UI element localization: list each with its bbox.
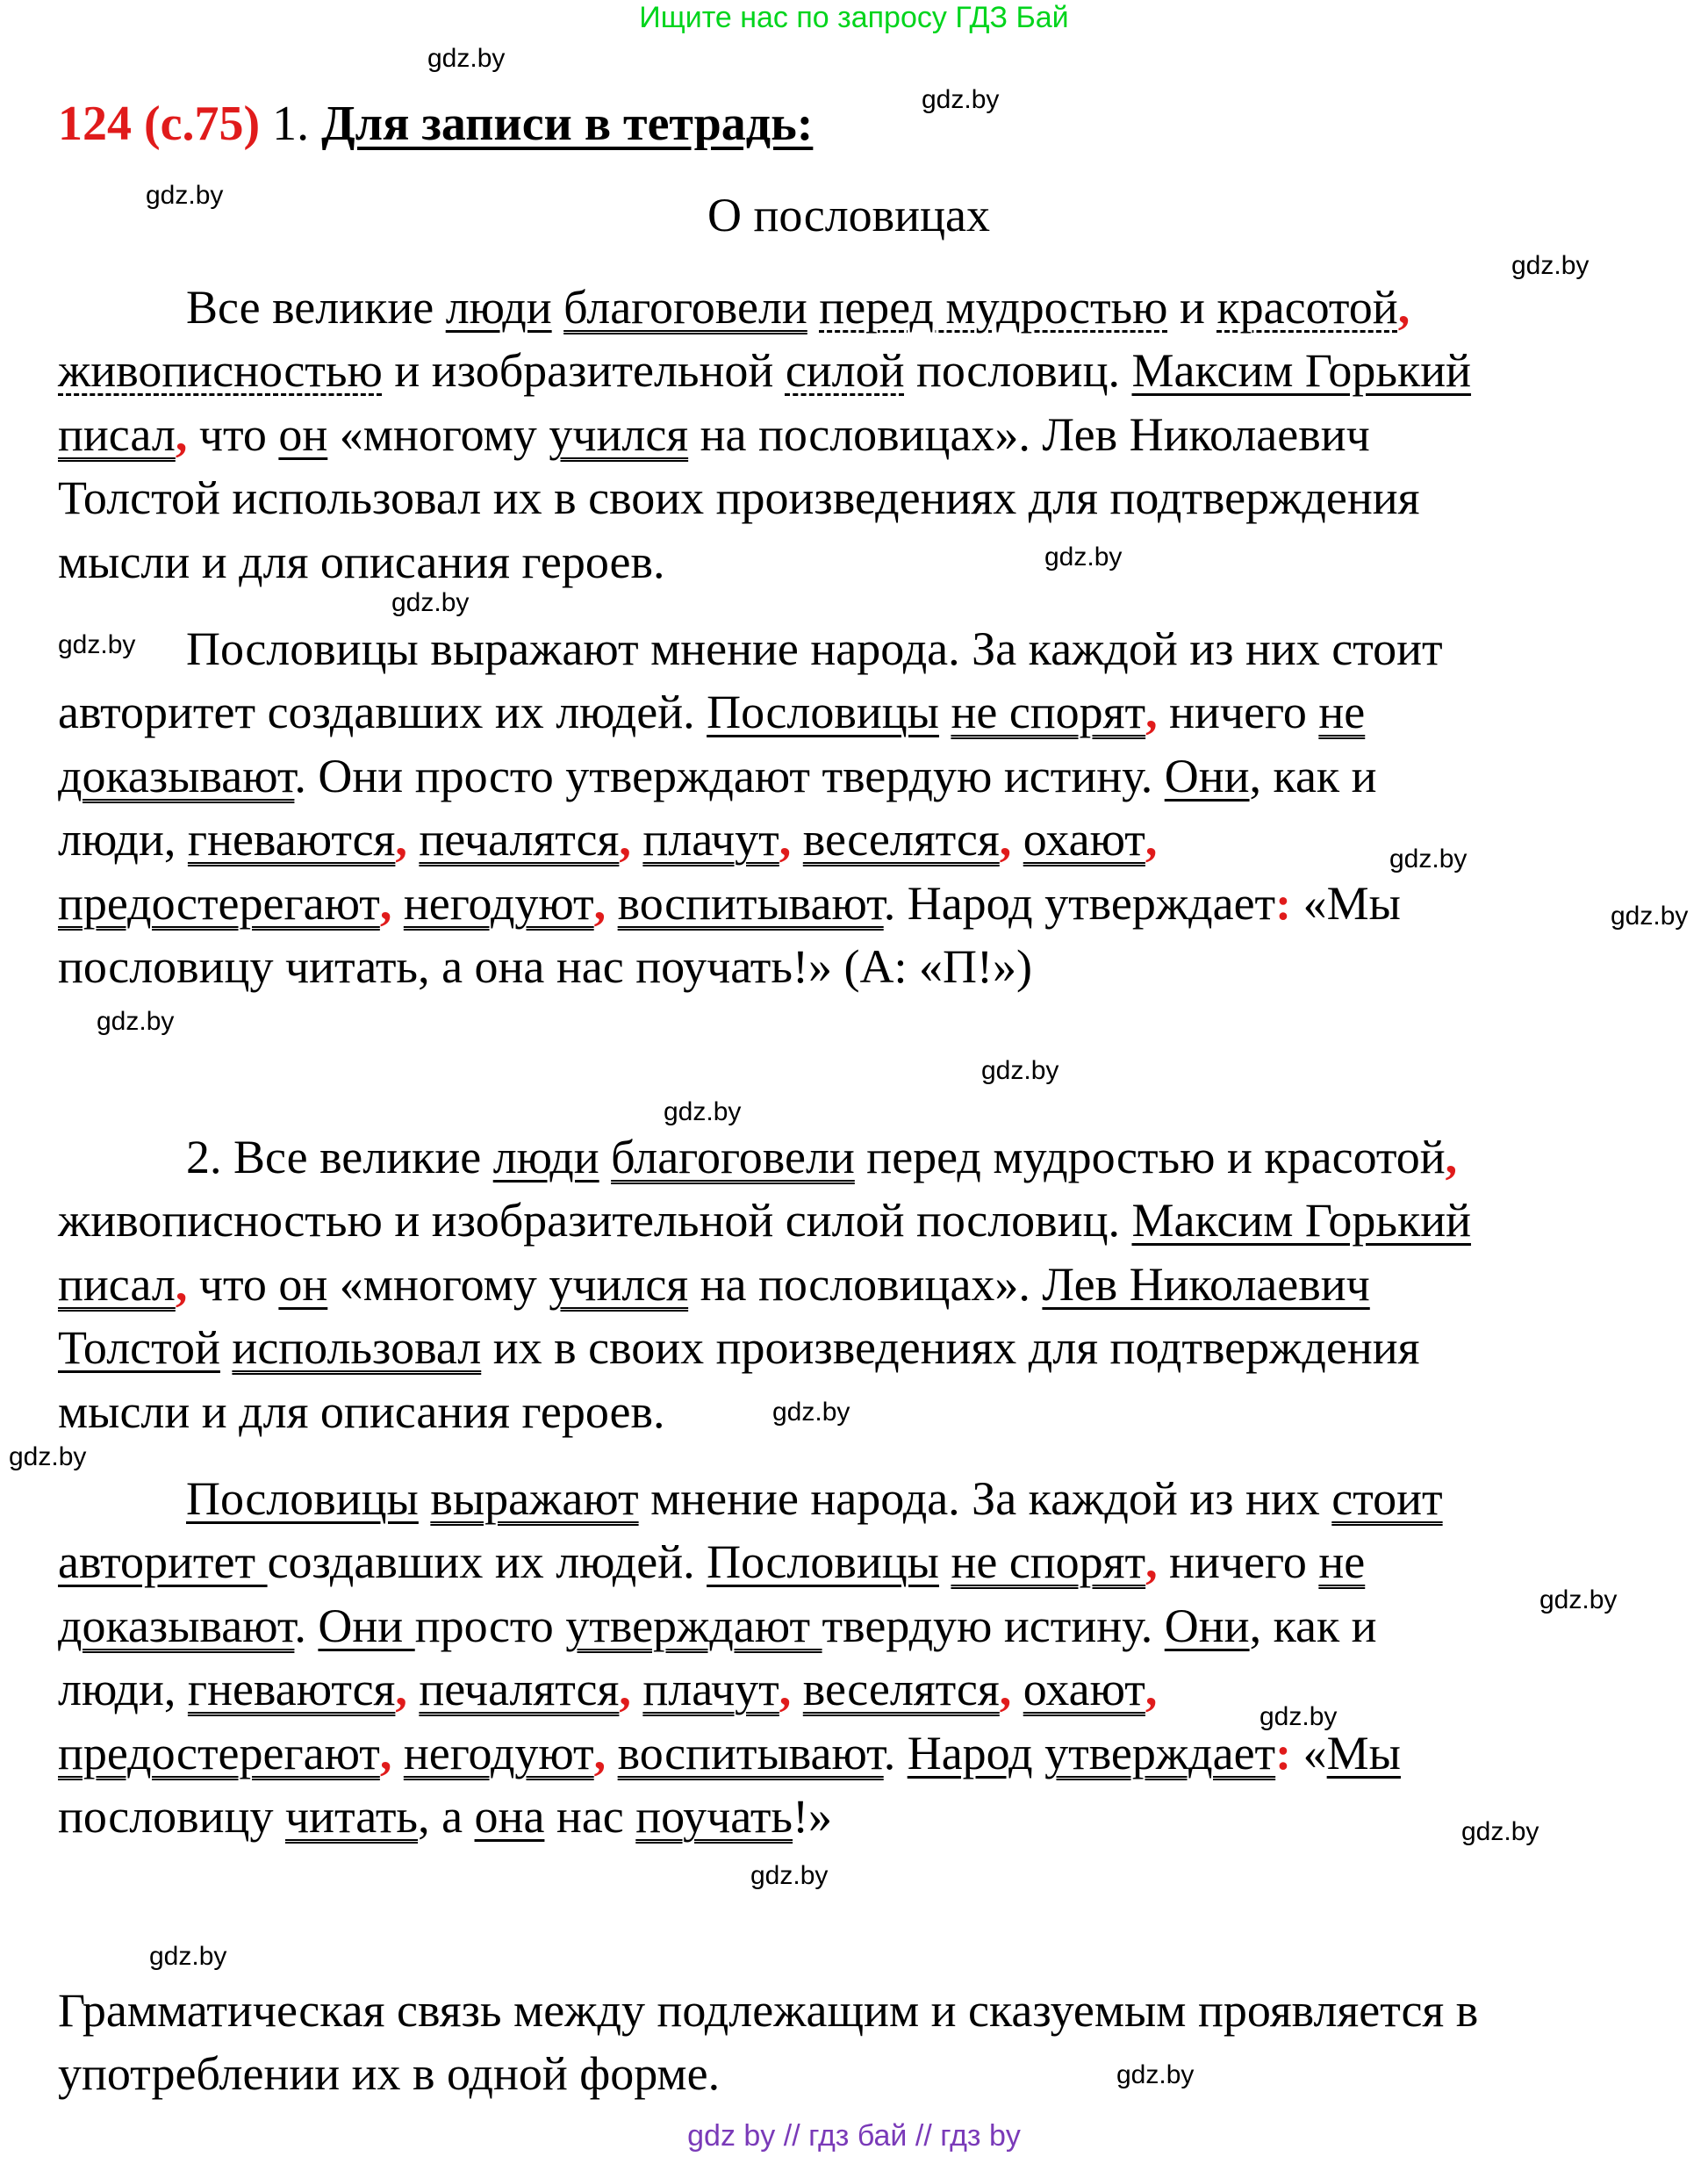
part1-paragraph-2 xyxy=(58,617,1629,998)
predicate-word: воспитывают xyxy=(617,1726,884,1779)
word: пословиц. xyxy=(904,344,1132,398)
text-line xyxy=(58,744,1629,808)
text-line xyxy=(58,1316,1629,1379)
subject-word: Народ xyxy=(907,1726,1033,1779)
comma-mark: , xyxy=(395,813,407,866)
comma-mark: , xyxy=(593,876,606,930)
part2-paragraph-1 xyxy=(58,1125,1629,1443)
subject-word: Пословицы xyxy=(707,1535,939,1589)
word: Толстой использовал их в своих произведениях для подтверждения xyxy=(58,471,1420,525)
object-word: перед мудростью xyxy=(819,281,1168,334)
predicate-word: негодуют xyxy=(403,876,594,930)
conclusion-paragraph xyxy=(58,1979,1629,2106)
word xyxy=(419,1472,431,1525)
subject-word: Максим Горький xyxy=(1131,344,1472,398)
word: Все великие xyxy=(186,281,446,334)
word: 2. Все великие xyxy=(186,1131,493,1183)
predicate-word: печалятся xyxy=(419,1663,620,1716)
subject-word: люди xyxy=(492,1131,599,1183)
comma-mark: , xyxy=(175,1257,188,1311)
word: . xyxy=(883,1726,908,1779)
word: перед мудростью и красотой xyxy=(854,1131,1446,1183)
text-line xyxy=(58,617,1629,680)
text-line xyxy=(58,339,1629,402)
word: нас xyxy=(544,1790,636,1844)
word: что xyxy=(187,1257,279,1311)
comma-mark: , xyxy=(1397,281,1410,334)
watermark: gdz.by xyxy=(1511,251,1590,280)
word: авторитет создавших их людей. xyxy=(58,686,707,739)
predicate-word: не спорят xyxy=(951,686,1146,739)
watermark: gdz.by xyxy=(664,1097,742,1126)
part-number: 1. xyxy=(272,97,310,151)
colon-mark: : xyxy=(1275,1726,1292,1779)
text-title xyxy=(0,186,1708,244)
watermark: gdz.by xyxy=(1116,2060,1195,2089)
word: и xyxy=(1167,281,1217,334)
word: ничего xyxy=(1157,686,1319,739)
subject-word: авторитет xyxy=(58,1535,268,1589)
word xyxy=(220,1321,233,1374)
subject-word: Пословицы xyxy=(707,686,939,739)
word xyxy=(599,1131,612,1183)
predicate-word: плачут xyxy=(642,813,779,866)
word: !» xyxy=(793,1790,833,1844)
word: мысли и для описания героев. xyxy=(58,1384,665,1438)
watermark: gdz.by xyxy=(1259,1702,1338,1731)
word: «многому xyxy=(327,407,549,461)
word: просто xyxy=(414,1599,566,1652)
word xyxy=(939,686,951,738)
predicate-word: поучать xyxy=(635,1790,793,1844)
subject-word: Мы xyxy=(1326,1726,1401,1779)
comma-mark: , xyxy=(619,813,631,866)
watermark: gdz.by xyxy=(981,1056,1059,1085)
watermark: gdz.by xyxy=(97,1007,175,1036)
predicate-word: учился xyxy=(549,407,689,461)
word: мнение народа. За каждой из них xyxy=(638,1472,1332,1525)
text-line xyxy=(58,1530,1629,1593)
subject-word: люди xyxy=(445,281,552,334)
text-line xyxy=(58,1722,1629,1785)
word xyxy=(807,281,820,334)
watermark: gdz.by xyxy=(391,588,470,617)
word: на пословицах». xyxy=(688,1257,1043,1311)
word xyxy=(1033,1727,1045,1779)
predicate-word: утверждают xyxy=(565,1599,822,1652)
predicate-word: не спорят xyxy=(951,1535,1146,1589)
word: живописностью и изобразительной силой пословиц. xyxy=(58,1194,1132,1247)
subject-word: Толстой xyxy=(58,1321,220,1375)
text-line xyxy=(58,1189,1629,1252)
predicate-word: охают xyxy=(1023,1663,1145,1716)
word xyxy=(791,1663,803,1715)
word xyxy=(631,813,643,866)
heading-title: Для записи в тетрадь: xyxy=(321,97,814,151)
watermark: gdz.by xyxy=(1539,1585,1618,1614)
comma-mark: , xyxy=(1145,813,1158,866)
subject-word: Они xyxy=(1164,749,1250,802)
word: что xyxy=(187,407,279,461)
predicate-word: веселятся xyxy=(802,813,1000,866)
comma-mark: , xyxy=(1445,1131,1458,1183)
word xyxy=(791,813,803,866)
predicate-word: не xyxy=(1318,686,1366,739)
text-line xyxy=(58,276,1629,339)
predicate-word: выражают xyxy=(430,1472,639,1525)
comma-mark: , xyxy=(619,1663,631,1716)
predicate-word: веселятся xyxy=(802,1663,1000,1716)
word: . xyxy=(294,1599,319,1652)
watermark: gdz.by xyxy=(149,1942,227,1971)
text-title-label: О пословицах xyxy=(707,189,990,241)
predicate-word: благоговели xyxy=(563,281,807,334)
predicate-word: стоит xyxy=(1331,1472,1443,1525)
word: , как и xyxy=(1249,1599,1377,1652)
predicate-word: предостерегают xyxy=(58,1726,380,1779)
comma-mark: , xyxy=(379,876,392,930)
predicate-word: печалятся xyxy=(419,813,620,866)
subject-word: она xyxy=(474,1790,545,1844)
watermark: gdz.by xyxy=(750,1861,829,1890)
subject-word: Они xyxy=(1164,1599,1250,1652)
comma-mark: , xyxy=(1145,1535,1158,1589)
word xyxy=(407,1663,420,1715)
subject-word: Пословицы xyxy=(186,1472,419,1525)
word: люди, xyxy=(58,1663,188,1716)
comma-mark: , xyxy=(779,1663,792,1716)
word xyxy=(606,877,618,930)
word: . Они просто утверждают твердую истину. xyxy=(294,749,1165,802)
word: создавших их людей. xyxy=(267,1535,707,1589)
comma-mark: , xyxy=(593,1726,606,1779)
object-word: силой xyxy=(785,344,905,398)
text-line xyxy=(58,680,1629,744)
comma-mark: , xyxy=(999,1663,1012,1716)
word: «многому xyxy=(327,1257,549,1311)
word: Пословицы выражают мнение народа. За каждой из них стоит xyxy=(186,622,1443,675)
word xyxy=(606,1727,618,1779)
predicate-word: утверждает xyxy=(1044,1726,1276,1779)
text-line xyxy=(58,872,1629,935)
watermark: gdz.by xyxy=(1389,845,1468,873)
predicate-word: гневаются xyxy=(187,1663,396,1716)
comma-mark: , xyxy=(379,1726,392,1779)
word xyxy=(552,281,564,334)
text-line xyxy=(58,1253,1629,1316)
text-line xyxy=(58,1657,1629,1721)
word: , а xyxy=(418,1790,475,1844)
word: . Народ утверждает xyxy=(883,876,1276,930)
predicate-word: благоговели xyxy=(611,1131,855,1183)
predicate-word: доказывают xyxy=(58,1599,295,1652)
exercise-number: 124 (с.75) xyxy=(58,97,261,151)
comma-mark: , xyxy=(779,813,792,866)
text-line xyxy=(58,935,1629,998)
subject-word: Максим Горький xyxy=(1131,1194,1472,1247)
watermark: gdz.by xyxy=(1611,902,1689,931)
word: пословицу xyxy=(58,1790,285,1844)
text-line xyxy=(58,1594,1629,1657)
word: «Мы xyxy=(1291,876,1401,930)
predicate-word: негодуют xyxy=(403,1726,594,1779)
watermark: gdz.by xyxy=(427,44,506,73)
word: , как и xyxy=(1249,749,1377,802)
predicate-word: гневаются xyxy=(187,813,396,866)
predicate-word: читать xyxy=(284,1790,419,1844)
word xyxy=(391,1727,404,1779)
object-word: красотой xyxy=(1216,281,1398,334)
predicate-word: писал xyxy=(58,1257,176,1311)
word xyxy=(407,813,420,866)
predicate-word: доказывают xyxy=(58,749,295,802)
comma-mark: , xyxy=(999,813,1012,866)
text-line: Грамматическая связь между подлежащим и сказуемым проявляется в xyxy=(58,1984,1479,2037)
subject-word: он xyxy=(278,407,328,461)
comma-mark: , xyxy=(175,407,188,461)
object-word: живописностью xyxy=(58,344,383,398)
banner-text[interactable]: Ищите нас по запросу ГДЗ Бай xyxy=(639,1,1069,34)
predicate-word: воспитывают xyxy=(617,876,884,930)
word: и изобразительной xyxy=(382,344,786,398)
watermark: gdz.by xyxy=(9,1442,87,1471)
watermark: gdz.by xyxy=(772,1398,850,1427)
subject-word: он xyxy=(278,1257,328,1311)
watermark: gdz.by xyxy=(1461,1817,1539,1846)
part2-paragraph-2 xyxy=(58,1467,1629,1848)
predicate-word: не xyxy=(1318,1535,1366,1589)
word: твердую истину. xyxy=(822,1599,1165,1652)
word xyxy=(1011,813,1023,866)
watermark: gdz.by xyxy=(146,181,224,210)
watermark: gdz.by xyxy=(922,85,1000,114)
word: люди, xyxy=(58,813,188,866)
subject-word: Лев Николаевич xyxy=(1042,1257,1370,1311)
word: « xyxy=(1291,1726,1327,1779)
text-line xyxy=(58,466,1629,529)
predicate-word: предостерегают xyxy=(58,876,380,930)
predicate-word: учился xyxy=(549,1257,689,1311)
text-line xyxy=(58,530,1629,593)
word: пословицу читать, а она нас поучать!» (А: «П!») xyxy=(58,940,1032,994)
watermark: gdz.by xyxy=(1044,543,1123,572)
footer-text[interactable]: gdz by // гдз бай // гдз by xyxy=(687,2119,1021,2153)
text-line xyxy=(58,403,1629,466)
predicate-word: плачут xyxy=(642,1663,779,1716)
predicate-word: использовал xyxy=(232,1321,482,1375)
text-line xyxy=(58,1785,1629,1848)
word: на пословицах». Лев Николаевич xyxy=(688,407,1370,461)
part1-paragraph-1 xyxy=(58,276,1629,593)
predicate-word: писал xyxy=(58,407,176,461)
predicate-word: охают xyxy=(1023,813,1145,866)
text-line xyxy=(58,1467,1629,1530)
subject-word: Они xyxy=(318,1599,415,1652)
text-line: употреблении их в одной форме. xyxy=(58,2047,721,2101)
word xyxy=(631,1663,643,1715)
comma-mark: , xyxy=(1145,1663,1158,1716)
comma-mark: , xyxy=(1145,686,1158,739)
comma-mark: , xyxy=(395,1663,407,1716)
text-line xyxy=(58,1125,1629,1189)
word xyxy=(391,877,404,930)
word: их в своих произведениях для подтверждения xyxy=(481,1321,1420,1375)
word: ничего xyxy=(1157,1535,1319,1589)
exercise-heading xyxy=(58,93,813,155)
word xyxy=(939,1535,951,1588)
watermark: gdz.by xyxy=(58,630,136,659)
colon-mark: : xyxy=(1275,876,1292,930)
word xyxy=(1011,1663,1023,1715)
word: мысли и для описания героев. xyxy=(58,535,665,588)
